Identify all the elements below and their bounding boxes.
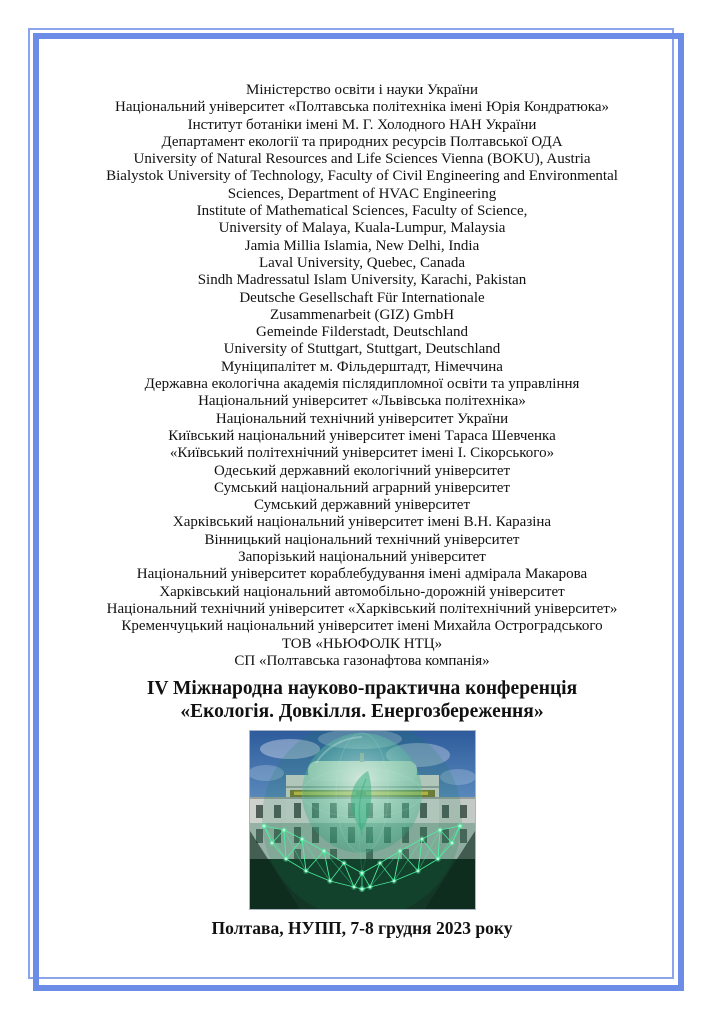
organization-line: Національний університет кораблебудування імені адмірала Макарова — [136, 566, 588, 583]
conference-image — [249, 730, 476, 910]
organization-line: Одеський державний екологічний університет — [213, 462, 511, 479]
organization-line: University of Natural Resources and Life Sciences Vienna (BOKU), Austria — [133, 151, 591, 168]
organization-line: Bialystok University of Technology, Faculty of Civil Engineering and Environmental — [106, 168, 618, 185]
organization-line: University of Malaya, Kuala-Lumpur, Malaysia — [218, 220, 506, 237]
organization-line: Харківський національний університет імені В.Н. Каразіна — [172, 514, 552, 531]
organization-line: Gemeinde Filderstadt, Deutschland — [255, 324, 469, 341]
organization-line: Institute of Mathematical Sciences, Faculty of Science, — [196, 203, 528, 220]
date-line: Полтава, НУПП, 7-8 грудня 2023 року — [211, 918, 513, 939]
green-globe — [302, 733, 422, 853]
organization-line: Сумський державний університет — [253, 497, 471, 514]
organization-line: Кременчуцький національний університет імені Михайла Остроградського — [121, 618, 603, 635]
organization-line: Jamia Millia Islamia, New Delhi, India — [244, 237, 480, 254]
organization-line: Київський національний університет імені Тараса Шевченка — [168, 427, 556, 444]
organization-line: Департамент екології та природних ресурсів Полтавської ОДА — [161, 133, 563, 150]
organization-line: Laval University, Quebec, Canada — [258, 254, 466, 271]
organization-line: ТОВ «НЬЮФОЛК НТЦ» — [281, 635, 443, 652]
organization-line: Zusammenarbeit (GIZ) GmbH — [269, 306, 455, 323]
organization-line: Міністерство освіти і науки України — [245, 82, 478, 98]
organization-line: Національний технічний університет «Харківський політехнічний університет» — [106, 600, 618, 617]
organization-line: Вінницький національний технічний університет — [204, 531, 520, 548]
organization-line: Сумський національний аграрний університет — [214, 479, 510, 496]
organization-line: Запорізький національний університет — [238, 549, 486, 566]
organization-line: University of Stuttgart, Stuttgart, Deutschland — [223, 341, 501, 358]
conference-title — [44, 677, 680, 723]
organization-line: Національний технічний університет України — [215, 410, 509, 427]
organization-line: СП «Полтавська газонафтова компанія» — [234, 652, 490, 669]
organization-line: Sciences, Department of HVAC Engineering — [227, 185, 497, 202]
organization-line: Deutsche Gesellschaft Für Internationale — [239, 289, 485, 306]
organization-line: «Київський політехнічний університет імені І. Сікорського» — [169, 445, 555, 462]
building-globe-hands-illustration — [250, 731, 475, 909]
organization-line: Sindh Madressatul Islam University, Karachi, Pakistan — [197, 272, 527, 289]
conference-title-line2: «Екологія. Довкілля. Енергозбереження» — [180, 701, 544, 723]
organization-line: Національний університет «Львівська політехніка» — [198, 393, 526, 410]
organization-line: Муніципалітет м. Фільдерштадт, Німеччина — [221, 358, 503, 375]
organization-line: Державна екологічна академія післядипломної освіти та управління — [144, 376, 580, 393]
page-content — [44, 0, 680, 939]
organization-line: Національний університет «Полтавська політехніка імені Юрія Кондратюка» — [114, 99, 609, 116]
organization-line: Харківський національний автомобільно-дорожній університет — [159, 583, 565, 600]
conference-title-line1: IV Міжнародна науково-практична конференція — [146, 678, 578, 700]
organization-line: Інститут ботаніки імені М. Г. Холодного НАН України — [187, 116, 537, 133]
organization-list — [44, 82, 680, 670]
